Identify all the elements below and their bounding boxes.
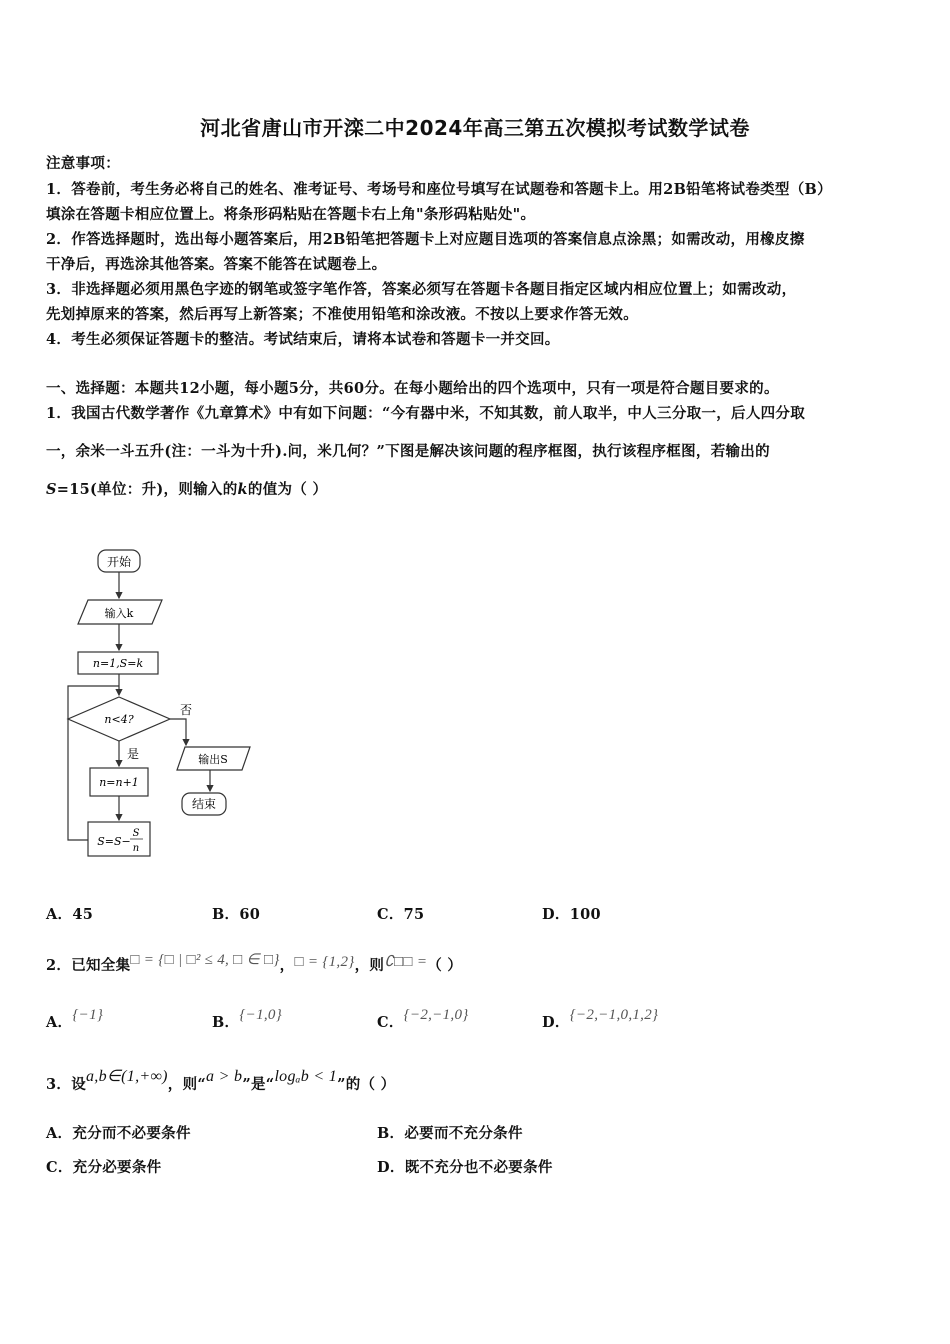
question-1-text: S=15(单位：升)，则输入的k的值为（ ） [46,481,328,498]
notice-line: 3．非选择题必须用黑色字迹的钢笔或签字笔作答，答案必须写在答题卡各题目指定区域内相应位置上；如需改动， [46,281,797,298]
q3-log: logₐb < 1 [274,1068,338,1085]
question-3-text: 3．设a,b∈(1,+∞)，则“a > b”是“logₐb < 1”的（ ） [46,1068,396,1093]
flow-update-label: S=S− [97,835,131,848]
flow-yes-label: 是 [126,747,140,761]
q2-option-a: A．{−1} [46,1007,104,1031]
q1-option-a: A．45 [46,906,94,923]
flow-output-label: 输出S [198,753,228,766]
var-s: S [46,481,57,498]
question-1-text: 1．我国古代数学著作《九章算术》中有如下问题：“今有器中米，不知其数，前人取半，中人三分取一，后人四分取 [46,405,806,422]
notice-line: 先划掉原来的答案，然后再写上新答案；不准使用铅笔和涂改液。不按以上要求作答无效。 [46,306,638,323]
q3-option-a: A．充分而不必要条件 [46,1125,191,1142]
q1-option-b: B．60 [212,906,261,923]
q1-option-c: C．75 [377,906,425,923]
q3-relation: a > b [206,1068,243,1085]
flow-input-label: 输入k [104,607,134,620]
q3-option-d: D．既不充分也不必要条件 [377,1159,553,1176]
page-title: 河北省唐山市开滦二中2024年高三第五次模拟考试数学试卷 [200,116,750,140]
q3-option-b: B．必要而不充分条件 [377,1125,523,1142]
q2-complement: ∁□□ = [384,954,428,970]
q2-universal-set: □ = {□ | □² ≤ 4, □ ∈ □} [130,952,280,968]
question-1-text: 一，余米一斗五升(注：一斗为十升).问，米几何？”下图是解决该问题的程序框图，执行该程序框图，若输出的 [46,443,770,460]
q2-option-c: C．{−2,−1,0} [377,1007,469,1031]
question-2-text: 2．已知全集□ = {□ | □² ≤ 4, □ ∈ □}，□ = {1,2}，则∁□□ =（ ） [46,952,463,974]
notice-line: 2．作答选择题时，选出每小题答案后，用2B铅笔把答题卡上对应题目选项的答案信息点涂黑；如需改动，用橡皮擦 [46,231,805,248]
notice-line: 1．答卷前，考生务必将自己的姓名、准考证号、考场号和座位号填写在试题卷和答题卡上。用2B铅笔将试卷类型（B） [46,181,832,198]
flow-init-label: n=1,S=k [92,657,144,670]
q2-set-a: □ = {1,2} [294,954,355,970]
section-heading: 一、选择题：本题共12小题，每小题5分，共60分。在每小题给出的四个选项中，只有一项是符合题目要求的。 [46,380,779,397]
notice-line: 4．考生必须保证答题卡的整洁。考试结束后，请将本试卷和答题卡一并交回。 [46,331,560,348]
notice-heading: 注意事项： [46,155,120,172]
q1-option-d: D．100 [542,906,601,923]
q2-option-d: D．{−2,−1,0,1,2} [542,1007,659,1031]
flow-increment-label: n=n+1 [99,776,139,789]
var-k: k [237,481,248,498]
flow-update-numerator: S [132,828,140,839]
flowchart [60,540,260,870]
notice-line: 干净后，再选涂其他答案。答案不能答在试题卷上。 [46,256,387,273]
q2-option-b: B．{−1,0} [212,1007,283,1031]
q3-option-c: C．充分必要条件 [46,1159,162,1176]
flow-no-label: 否 [179,703,193,717]
q3-condition: a,b∈(1,+∞) [86,1068,168,1085]
flow-end-label: 结束 [191,797,217,811]
flow-condition-label: n<4? [104,713,134,726]
notice-line: 填涂在答题卡相应位置上。将条形码粘贴在答题卡右上角"条形码粘贴处"。 [46,206,536,223]
flow-update-denominator: n [132,843,140,854]
flow-start-label: 开始 [106,555,132,569]
